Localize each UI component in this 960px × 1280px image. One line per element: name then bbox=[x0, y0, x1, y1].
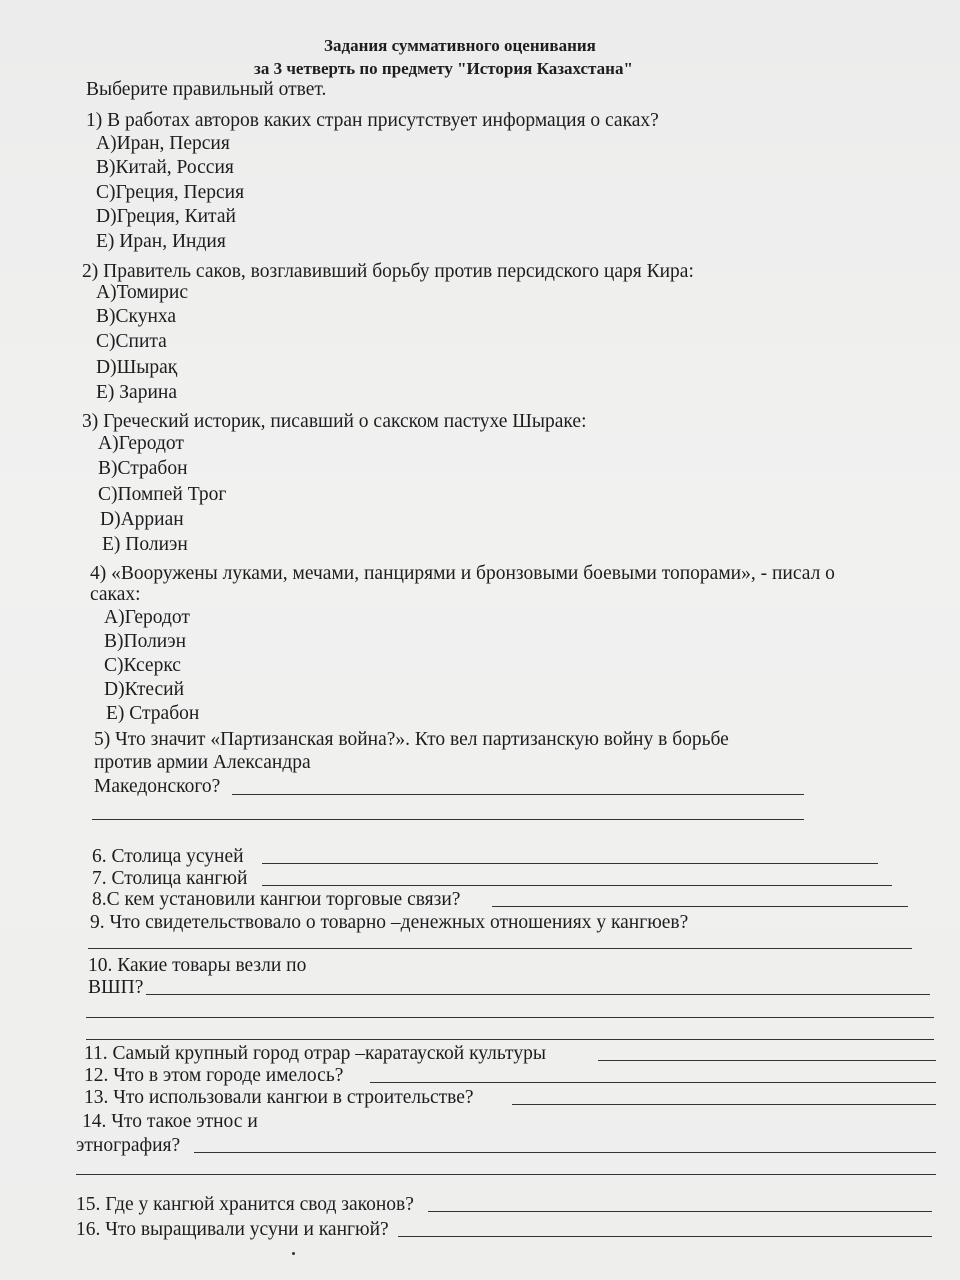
question-5-line-1: 5) Что значит «Партизанская война?». Кто вел партизанскую войну в борьбе bbox=[94, 729, 729, 750]
answer-line-q8[interactable] bbox=[492, 906, 908, 907]
q2-option-d: D)Шырақ bbox=[96, 357, 178, 378]
answer-line-q6[interactable] bbox=[262, 863, 878, 864]
q2-option-c: C)Спита bbox=[96, 331, 167, 352]
q4-option-b: B)Полиэн bbox=[104, 631, 187, 652]
q3-option-a: A)Геродот bbox=[98, 433, 184, 454]
q4-option-e: E) Страбон bbox=[106, 703, 200, 724]
answer-line-q13[interactable] bbox=[512, 1104, 936, 1105]
question-15: 15. Где у кангюй хранится свод законов? bbox=[76, 1194, 414, 1215]
question-10-line-2: ВШП? bbox=[88, 977, 144, 998]
answer-line-q5-1[interactable] bbox=[232, 794, 804, 795]
question-5-line-2: против армии Александра bbox=[94, 752, 311, 773]
q3-option-e: E) Полиэн bbox=[102, 534, 188, 555]
q1-option-e: E) Иран, Индия bbox=[96, 231, 226, 252]
q1-option-b: B)Китай, Россия bbox=[96, 157, 234, 178]
answer-line-q12[interactable] bbox=[370, 1082, 936, 1083]
q4-option-a: A)Геродот bbox=[104, 607, 190, 628]
question-10-line-1: 10. Какие товары везли по bbox=[88, 955, 307, 976]
question-14-line-1: 14. Что такое этнос и bbox=[82, 1111, 258, 1132]
stray-mark bbox=[292, 1252, 295, 1255]
answer-line-q5-2[interactable] bbox=[92, 819, 804, 820]
question-14-line-2: этнография? bbox=[76, 1135, 181, 1156]
title-line-2: за 3 четверть по предмету "История Казахстана" bbox=[254, 59, 633, 78]
question-4-line-1: 4) «Вооружены луками, мечами, панцирями и бронзовыми боевыми топорами», - писал о bbox=[90, 563, 835, 584]
question-16: 16. Что выращивали усуни и кангюй? bbox=[76, 1219, 389, 1240]
question-12: 12. Что в этом городе имелось? bbox=[84, 1065, 344, 1086]
q3-option-d: D)Арриан bbox=[100, 509, 184, 530]
question-5-line-3: Македонского? bbox=[94, 776, 221, 797]
answer-line-q10-2[interactable] bbox=[86, 1017, 934, 1018]
question-7: 7. Столица кангюй bbox=[92, 868, 248, 889]
q3-option-c: C)Помпей Трог bbox=[98, 484, 227, 505]
question-1: 1) В работах авторов каких стран присутствует информация о саках? bbox=[86, 110, 659, 131]
title-line-1: Задания суммативного оценивания bbox=[324, 36, 596, 55]
answer-line-q15[interactable] bbox=[428, 1211, 932, 1212]
answer-line-q10-1[interactable] bbox=[146, 994, 930, 995]
question-13: 13. Что использовали кангюи в строительстве? bbox=[84, 1087, 474, 1108]
q1-option-c: C)Греция, Персия bbox=[96, 182, 245, 203]
question-2: 2) Правитель саков, возглавивший борьбу против персидского царя Кира: bbox=[82, 261, 694, 282]
answer-line-q14-2[interactable] bbox=[76, 1174, 936, 1175]
answer-line-q16[interactable] bbox=[398, 1236, 932, 1237]
q1-option-d: D)Греция, Китай bbox=[96, 206, 236, 227]
q4-option-c: C)Ксеркс bbox=[104, 655, 181, 676]
question-9: 9. Что свидетельствовало о товарно –денежных отношениях у кангюев? bbox=[90, 912, 689, 933]
question-11: 11. Самый крупный город отрар –каратауской культуры bbox=[84, 1043, 546, 1064]
question-3: 3) Греческий историк, писавший о сакском пастухе Шыраке: bbox=[82, 411, 587, 432]
q2-option-b: B)Скунха bbox=[96, 306, 177, 327]
q4-option-d: D)Ктесий bbox=[104, 679, 185, 700]
answer-line-q10-3[interactable] bbox=[86, 1039, 934, 1040]
question-6: 6. Столица усуней bbox=[92, 846, 244, 867]
answer-line-q9[interactable] bbox=[88, 948, 912, 949]
instruction: Выберите правильный ответ. bbox=[86, 79, 327, 100]
q2-option-e: E) Зарина bbox=[96, 382, 177, 403]
question-4-line-2: саках: bbox=[90, 584, 141, 605]
answer-line-q14-1[interactable] bbox=[194, 1152, 936, 1153]
q3-option-b: B)Страбон bbox=[98, 458, 188, 479]
q2-option-a: A)Томирис bbox=[96, 282, 189, 303]
q1-option-a: A)Иран, Персия bbox=[96, 133, 230, 154]
question-8: 8.С кем установили кангюи торговые связи? bbox=[92, 889, 461, 910]
answer-line-q11[interactable] bbox=[598, 1060, 936, 1061]
answer-line-q7[interactable] bbox=[262, 885, 892, 886]
